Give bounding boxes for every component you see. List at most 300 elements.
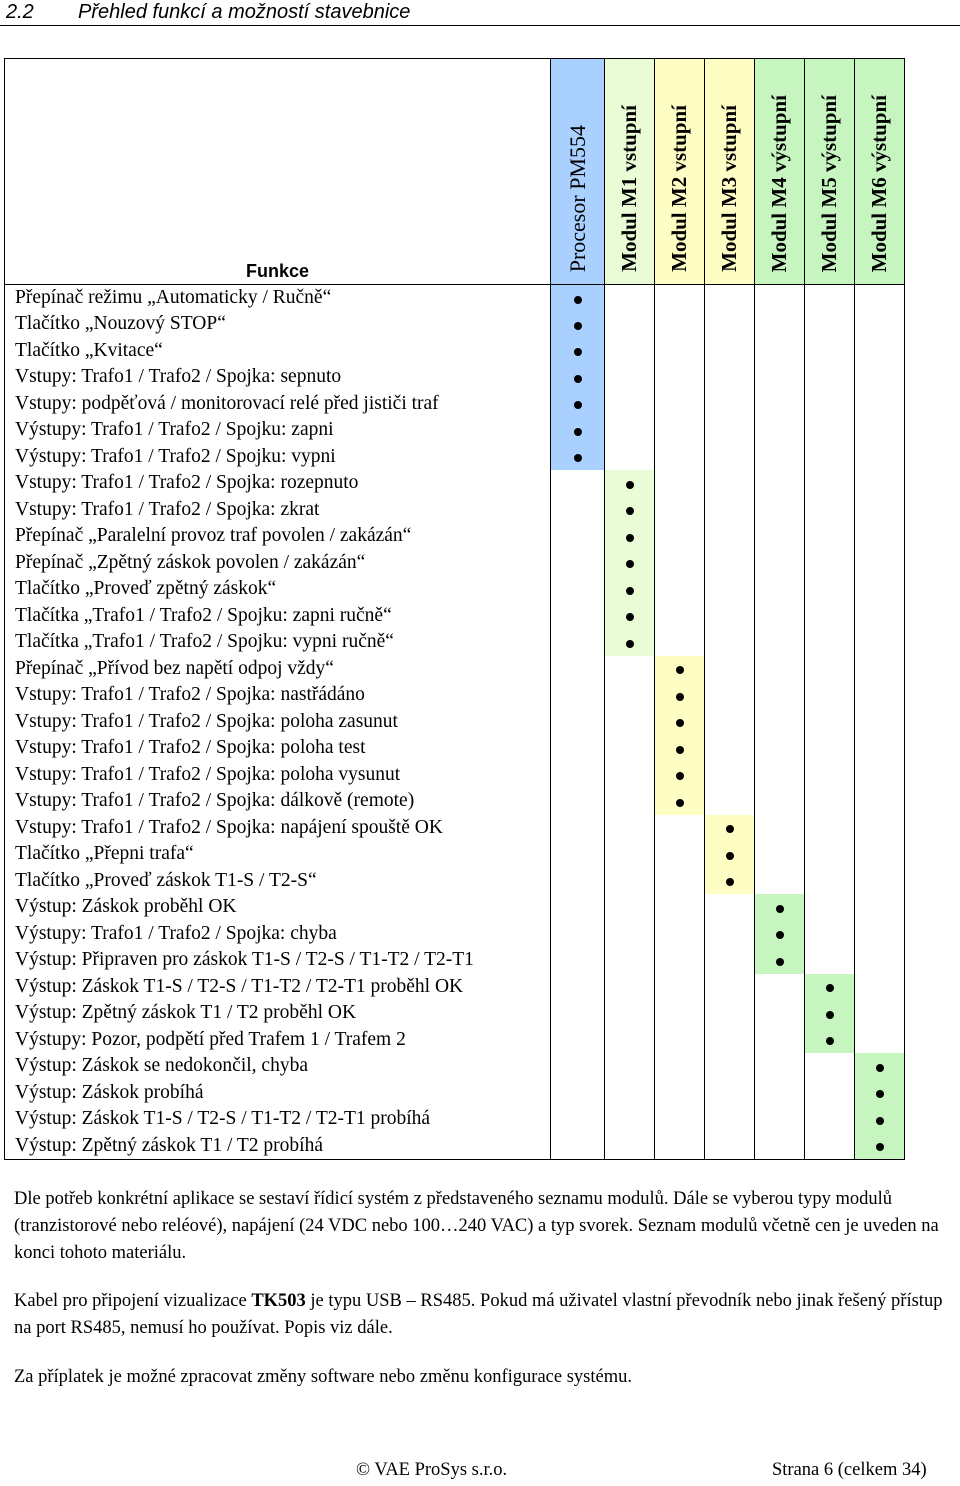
mark-cell (855, 417, 905, 444)
paragraph-cable-text: Kabel pro připojení vizualizace (14, 1291, 252, 1311)
mark-cell (551, 788, 605, 815)
column-header-m6 (855, 59, 905, 285)
mark-cell (655, 1133, 705, 1160)
mark-cell (705, 1027, 755, 1054)
mark-cell (705, 921, 755, 948)
mark-cell (705, 974, 755, 1001)
function-label: Vstupy: Trafo1 / Trafo2 / Spojka: napájení spouště OK (5, 815, 551, 842)
mark-cell (605, 1053, 655, 1080)
mark-cell (705, 656, 755, 683)
mark-cell (705, 603, 755, 630)
section-title: Přehled funkcí a možností stavebnice (78, 1, 411, 23)
mark-cell (755, 815, 805, 842)
paragraph-modules: Dle potřeb konkrétní aplikace se sestaví řídicí systém z představeného seznamu modulů. Dále se vyberou typy modulů (tranzistorové nebo reléové), napájení (24 VDC nebo 100…240 VAC) a typ svorek. Seznam modulů včetně cen je uveden na konci tohoto materiálu. (14, 1189, 939, 1263)
function-label: Výstup: Záskok probíhá (5, 1080, 551, 1107)
mark-cell (605, 497, 655, 524)
bullet-mark-icon (876, 1143, 884, 1151)
mark-cell (855, 1027, 905, 1054)
column-label: Modul M1 vstupní (617, 105, 641, 272)
mark-cell (705, 1080, 755, 1107)
mark-cell (605, 364, 655, 391)
bullet-mark-icon (876, 1090, 884, 1098)
function-label: Přepínač režimu „Automaticky / Ručně“ (5, 285, 551, 312)
bullet-mark-icon (626, 560, 634, 568)
mark-cell (655, 894, 705, 921)
mark-cell (755, 550, 805, 577)
function-label: Vstupy: Trafo1 / Trafo2 / Spojka: zkrat (5, 497, 551, 524)
table-row (5, 311, 905, 338)
column-header-m4 (755, 59, 805, 285)
mark-cell (855, 762, 905, 789)
mark-cell (805, 868, 855, 895)
table-row (5, 709, 905, 736)
mark-cell (705, 682, 755, 709)
mark-cell (551, 576, 605, 603)
table-row (5, 444, 905, 471)
mark-cell (755, 762, 805, 789)
mark-cell (551, 1080, 605, 1107)
mark-cell (805, 364, 855, 391)
bullet-mark-icon (626, 640, 634, 648)
paragraph-surcharge: Za příplatek je možné zpracovat změny software nebo změnu konfigurace systému. (14, 1367, 632, 1387)
mark-cell (755, 311, 805, 338)
mark-cell (855, 338, 905, 365)
table-row (5, 1106, 905, 1133)
mark-cell (755, 656, 805, 683)
mark-cell (605, 1027, 655, 1054)
function-label: Výstup: Záskok proběhl OK (5, 894, 551, 921)
mark-cell (755, 735, 805, 762)
bullet-mark-icon (776, 905, 784, 913)
footer-company: © VAE ProSys s.r.o. (356, 1460, 508, 1480)
mark-cell (855, 788, 905, 815)
function-label: Výstup: Záskok T1-S / T2-S / T1-T2 / T2-T1 proběhl OK (5, 974, 551, 1001)
mark-cell (755, 947, 805, 974)
function-header-label: Funkce (245, 261, 310, 281)
bullet-mark-icon (776, 958, 784, 966)
mark-cell (655, 762, 705, 789)
mark-cell (855, 470, 905, 497)
mark-cell (855, 815, 905, 842)
mark-cell (551, 1027, 605, 1054)
mark-cell (755, 1133, 805, 1160)
mark-cell (755, 841, 805, 868)
mark-cell (705, 894, 755, 921)
mark-cell (551, 1053, 605, 1080)
mark-cell (805, 444, 855, 471)
mark-cell (655, 974, 705, 1001)
table-row (5, 682, 905, 709)
function-label: Výstupy: Trafo1 / Trafo2 / Spojka: chyba (5, 921, 551, 948)
mark-cell (855, 868, 905, 895)
table-row (5, 629, 905, 656)
mark-cell (855, 682, 905, 709)
function-label: Vstupy: Trafo1 / Trafo2 / Spojka: dálkově (remote) (5, 788, 551, 815)
mark-cell (605, 1106, 655, 1133)
mark-cell (805, 656, 855, 683)
mark-cell (705, 815, 755, 842)
table-row (5, 788, 905, 815)
mark-cell (655, 417, 705, 444)
function-label: Vstupy: Trafo1 / Trafo2 / Spojka: poloha vysunut (5, 762, 551, 789)
mark-cell (705, 709, 755, 736)
mark-cell (755, 788, 805, 815)
mark-cell (605, 815, 655, 842)
mark-cell (705, 576, 755, 603)
mark-cell (655, 603, 705, 630)
mark-cell (655, 947, 705, 974)
paragraph-cable (14, 1288, 954, 1342)
table-row (5, 947, 905, 974)
mark-cell (551, 974, 605, 1001)
table-row (5, 1000, 905, 1027)
mark-cell (655, 444, 705, 471)
mark-cell (705, 444, 755, 471)
mark-cell (705, 338, 755, 365)
table-row (5, 894, 905, 921)
mark-cell (755, 497, 805, 524)
mark-cell (855, 947, 905, 974)
function-label: Tlačítko „Kvitace“ (5, 338, 551, 365)
table-row (5, 550, 905, 577)
mark-cell (705, 1000, 755, 1027)
mark-cell (755, 285, 805, 312)
mark-cell (805, 947, 855, 974)
bullet-mark-icon (876, 1117, 884, 1125)
bullet-mark-icon (676, 799, 684, 807)
function-label: Vstupy: Trafo1 / Trafo2 / Spojka: poloha test (5, 735, 551, 762)
column-header-m3 (705, 59, 755, 285)
mark-cell (655, 629, 705, 656)
mark-cell (705, 417, 755, 444)
mark-cell (551, 523, 605, 550)
mark-cell (805, 550, 855, 577)
mark-cell (605, 417, 655, 444)
mark-cell (805, 894, 855, 921)
mark-cell (755, 1000, 805, 1027)
mark-cell (855, 921, 905, 948)
mark-cell (605, 576, 655, 603)
mark-cell (705, 841, 755, 868)
bullet-mark-icon (776, 931, 784, 939)
table-row (5, 762, 905, 789)
table-row (5, 285, 905, 312)
bullet-mark-icon (574, 375, 582, 383)
mark-cell (705, 629, 755, 656)
mark-cell (655, 682, 705, 709)
bullet-mark-icon (574, 322, 582, 330)
table-row (5, 656, 905, 683)
bullet-mark-icon (574, 296, 582, 304)
mark-cell (655, 1080, 705, 1107)
mark-cell (605, 656, 655, 683)
mark-cell (805, 1080, 855, 1107)
mark-cell (855, 1106, 905, 1133)
mark-cell (605, 974, 655, 1001)
mark-cell (755, 1053, 805, 1080)
mark-cell (705, 788, 755, 815)
mark-cell (551, 470, 605, 497)
mark-cell (605, 311, 655, 338)
mark-cell (605, 921, 655, 948)
mark-cell (805, 417, 855, 444)
mark-cell (805, 576, 855, 603)
mark-cell (551, 1133, 605, 1160)
function-label: Výstup: Zpětný záskok T1 / T2 probíhá (5, 1133, 551, 1160)
bullet-mark-icon (626, 613, 634, 621)
mark-cell (755, 391, 805, 418)
column-header-m1 (605, 59, 655, 285)
mark-cell (655, 285, 705, 312)
mark-cell (655, 709, 705, 736)
mark-cell (805, 788, 855, 815)
function-label: Vstupy: Trafo1 / Trafo2 / Spojka: rozepnuto (5, 470, 551, 497)
mark-cell (655, 470, 705, 497)
function-label: Výstupy: Trafo1 / Trafo2 / Spojku: vypni (5, 444, 551, 471)
mark-cell (755, 603, 805, 630)
mark-cell (805, 762, 855, 789)
bullet-mark-icon (626, 587, 634, 595)
bullet-mark-icon (626, 481, 634, 489)
function-label: Vstupy: Trafo1 / Trafo2 / Spojka: poloha zasunut (5, 709, 551, 736)
mark-cell (705, 762, 755, 789)
function-label: Vstupy: podpěťová / monitorovací relé před jističi traf (5, 391, 551, 418)
mark-cell (755, 682, 805, 709)
function-label: Výstupy: Trafo1 / Trafo2 / Spojku: zapni (5, 417, 551, 444)
mark-cell (755, 629, 805, 656)
mark-cell (855, 444, 905, 471)
mark-cell (705, 1106, 755, 1133)
mark-cell (755, 974, 805, 1001)
mark-cell (605, 682, 655, 709)
mark-cell (755, 470, 805, 497)
mark-cell (805, 497, 855, 524)
mark-cell (855, 311, 905, 338)
mark-cell (655, 576, 705, 603)
mark-cell (805, 629, 855, 656)
function-label: Výstupy: Pozor, podpětí před Trafem 1 / Trafem 2 (5, 1027, 551, 1054)
mark-cell (855, 974, 905, 1001)
mark-cell (755, 364, 805, 391)
mark-cell (805, 603, 855, 630)
mark-cell (655, 735, 705, 762)
table-row (5, 735, 905, 762)
paragraph-cable-text-end: je typu USB – RS485. Pokud má uživatel vlastní převodník nebo jinak řešený přístup na port RS485, nemusí ho používat. Popis viz dále. (14, 1291, 943, 1338)
mark-cell (605, 1000, 655, 1027)
column-label: Modul M5 výstupní (817, 94, 841, 272)
table-row (5, 603, 905, 630)
mark-cell (655, 1000, 705, 1027)
mark-cell (551, 841, 605, 868)
mark-cell (705, 391, 755, 418)
mark-cell (655, 338, 705, 365)
table-row (5, 523, 905, 550)
mark-cell (655, 1106, 705, 1133)
mark-cell (605, 709, 655, 736)
bullet-mark-icon (726, 852, 734, 860)
mark-cell (855, 656, 905, 683)
mark-cell (705, 1053, 755, 1080)
table-row (5, 391, 905, 418)
mark-cell (655, 391, 705, 418)
bullet-mark-icon (574, 428, 582, 436)
mark-cell (805, 1133, 855, 1160)
mark-cell (855, 1000, 905, 1027)
mark-cell (805, 815, 855, 842)
mark-cell (805, 1000, 855, 1027)
table-row (5, 417, 905, 444)
column-label: Modul M6 výstupní (867, 94, 891, 272)
bullet-mark-icon (574, 348, 582, 356)
mark-cell (705, 470, 755, 497)
mark-cell (805, 1106, 855, 1133)
mark-cell (805, 285, 855, 312)
mark-cell (605, 762, 655, 789)
mark-cell (605, 1133, 655, 1160)
mark-cell (655, 841, 705, 868)
mark-cell (705, 311, 755, 338)
mark-cell (805, 338, 855, 365)
function-label: Výstup: Záskok se nedokončil, chyba (5, 1053, 551, 1080)
mark-cell (855, 550, 905, 577)
mark-cell (755, 1080, 805, 1107)
mark-cell (605, 868, 655, 895)
mark-cell (551, 444, 605, 471)
mark-cell (855, 497, 905, 524)
mark-cell (655, 921, 705, 948)
mark-cell (855, 841, 905, 868)
mark-cell (655, 364, 705, 391)
mark-cell (551, 921, 605, 948)
mark-cell (755, 1027, 805, 1054)
mark-cell (805, 974, 855, 1001)
mark-cell (705, 550, 755, 577)
mark-cell (805, 735, 855, 762)
mark-cell (551, 311, 605, 338)
mark-cell (655, 868, 705, 895)
mark-cell (551, 629, 605, 656)
mark-cell (605, 285, 655, 312)
header-row (5, 59, 905, 285)
table-row (5, 497, 905, 524)
bullet-mark-icon (676, 746, 684, 754)
mark-cell (551, 338, 605, 365)
mark-cell (805, 841, 855, 868)
table-row (5, 1053, 905, 1080)
bullet-mark-icon (826, 1011, 834, 1019)
mark-cell (655, 1053, 705, 1080)
column-label: Procesor PM554 (564, 124, 590, 272)
mark-cell (805, 921, 855, 948)
bullet-mark-icon (626, 507, 634, 515)
table-row (5, 364, 905, 391)
mark-cell (605, 523, 655, 550)
mark-cell (551, 1106, 605, 1133)
mark-cell (755, 523, 805, 550)
mark-cell (805, 311, 855, 338)
mark-cell (605, 629, 655, 656)
bullet-mark-icon (726, 825, 734, 833)
table-row (5, 1027, 905, 1054)
function-label: Přepínač „Přívod bez napětí odpoj vždy“ (5, 656, 551, 683)
mark-cell (551, 947, 605, 974)
mark-cell (551, 550, 605, 577)
bullet-mark-icon (676, 719, 684, 727)
mark-cell (551, 735, 605, 762)
table-row (5, 815, 905, 842)
mark-cell (705, 364, 755, 391)
mark-cell (855, 735, 905, 762)
footer-page-number: Strana 6 (celkem 34) (772, 1460, 927, 1480)
function-label: Přepínač „Zpětný záskok povolen / zakázán“ (5, 550, 551, 577)
function-label: Tlačítko „Nouzový STOP“ (5, 311, 551, 338)
table-row (5, 868, 905, 895)
mark-cell (805, 470, 855, 497)
mark-cell (551, 391, 605, 418)
mark-cell (551, 285, 605, 312)
mark-cell (705, 285, 755, 312)
mark-cell (605, 550, 655, 577)
function-label: Vstupy: Trafo1 / Trafo2 / Spojka: nastřádáno (5, 682, 551, 709)
mark-cell (551, 815, 605, 842)
mark-cell (551, 1000, 605, 1027)
mark-cell (605, 391, 655, 418)
mark-cell (805, 1053, 855, 1080)
table-row (5, 1133, 905, 1160)
section-number: 2.2 (6, 1, 34, 23)
mark-cell (805, 391, 855, 418)
mark-cell (755, 868, 805, 895)
column-label: Modul M3 vstupní (717, 105, 741, 272)
mark-cell (755, 894, 805, 921)
mark-cell (655, 815, 705, 842)
table-row (5, 841, 905, 868)
mark-cell (705, 523, 755, 550)
mark-cell (805, 1027, 855, 1054)
section-heading (0, 0, 960, 26)
mark-cell (855, 364, 905, 391)
function-table (4, 58, 905, 1160)
mark-cell (655, 311, 705, 338)
column-label: Modul M2 vstupní (667, 105, 691, 272)
function-label: Tlačítko „Proveď zpětný záskok“ (5, 576, 551, 603)
function-label: Vstupy: Trafo1 / Trafo2 / Spojka: sepnuto (5, 364, 551, 391)
mark-cell (551, 709, 605, 736)
mark-cell (655, 550, 705, 577)
column-label: Modul M4 výstupní (767, 94, 791, 272)
mark-cell (755, 576, 805, 603)
mark-cell (605, 894, 655, 921)
column-header-m2 (655, 59, 705, 285)
mark-cell (755, 444, 805, 471)
function-label: Výstup: Zpětný záskok T1 / T2 proběhl OK (5, 1000, 551, 1027)
mark-cell (855, 629, 905, 656)
mark-cell (605, 1080, 655, 1107)
table-row (5, 470, 905, 497)
paragraph-cable-product: TK503 (251, 1291, 306, 1311)
bullet-mark-icon (826, 1037, 834, 1045)
function-label: Tlačítko „Proveď záskok T1-S / T2-S“ (5, 868, 551, 895)
table-row (5, 1080, 905, 1107)
table-row (5, 921, 905, 948)
bullet-mark-icon (626, 534, 634, 542)
function-label: Přepínač „Paralelní provoz traf povolen / zakázán“ (5, 523, 551, 550)
mark-cell (655, 656, 705, 683)
mark-cell (755, 921, 805, 948)
mark-cell (605, 603, 655, 630)
column-header-m5 (805, 59, 855, 285)
mark-cell (551, 364, 605, 391)
